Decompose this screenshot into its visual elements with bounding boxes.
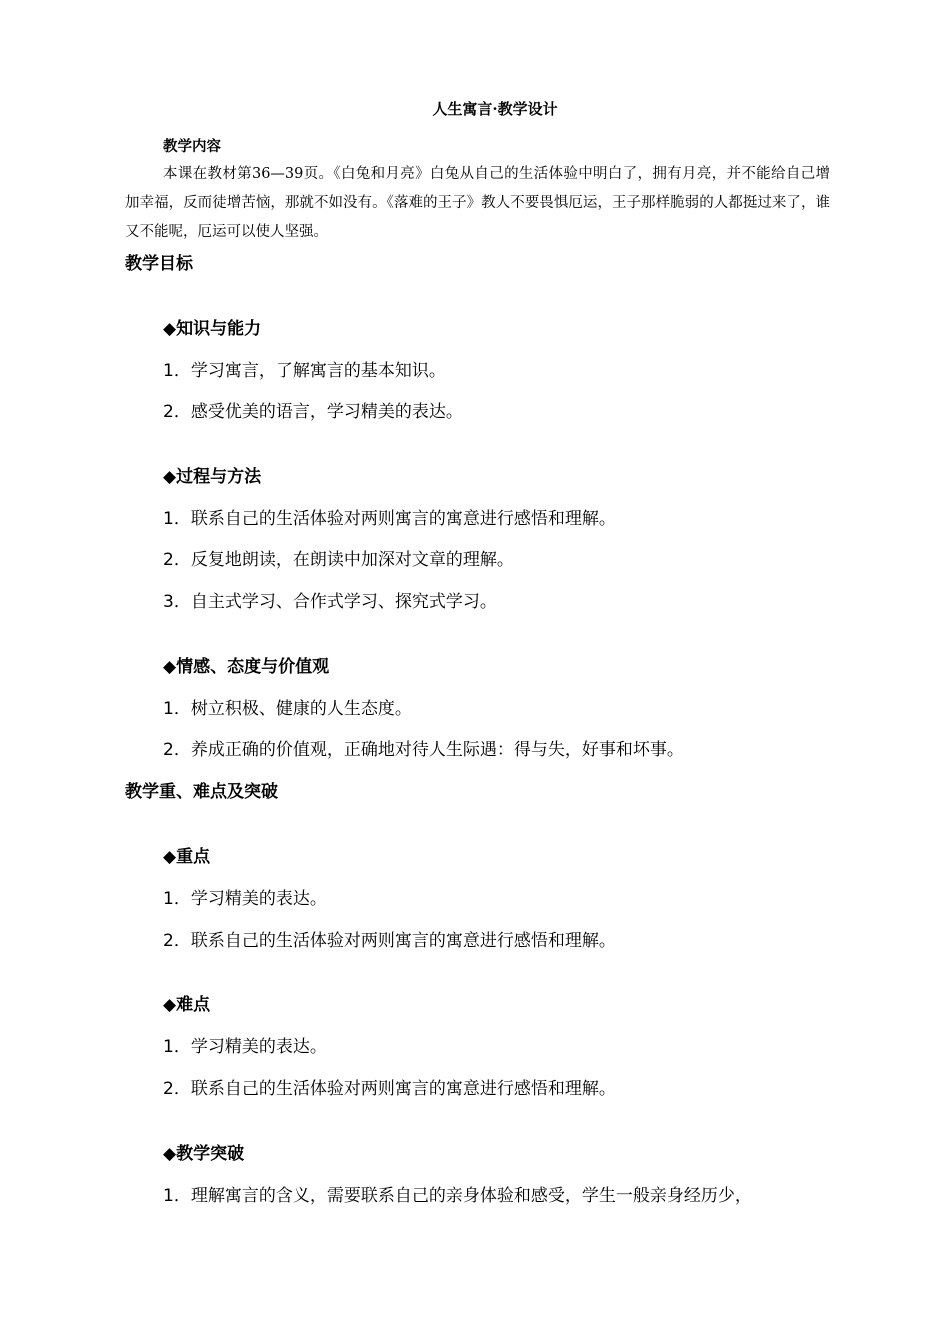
focus-heading: ◆重点 <box>163 847 211 867</box>
knowledge-item-1: 1．学习寓言，了解寓言的基本知识。 <box>163 361 446 381</box>
emotion-heading: ◆情感、态度与价值观 <box>163 657 330 677</box>
process-item-3: 3．自主式学习、合作式学习、探究式学习。 <box>163 592 497 612</box>
difficulty-item-1: 1．学习精美的表达。 <box>163 1037 327 1057</box>
page-title: 人生寓言·教学设计 <box>432 100 558 118</box>
emotion-item-1: 1．树立积极、健康的人生态度。 <box>163 699 412 719</box>
breakthrough-item-1: 1．理解寓言的含义，需要联系自己的亲身体验和感受，学生一般亲身经历少， <box>163 1186 752 1206</box>
emotion-item-2: 2．养成正确的价值观，正确地对待人生际遇：得与失，好事和坏事。 <box>163 740 684 760</box>
intro-paragraph: 本课在教材第36—39页。《白兔和月亮》白兔从自己的生活体验中明白了，拥有月亮，并不能给自己增加幸福，反而徒增苦恼，那就不如没有。《落难的王子》教人不要畏惧厄运，王子那样脆弱的人都挺过来了，谁又不能呢，厄运可以使人坚强。 <box>125 166 830 240</box>
knowledge-item-2: 2．感受优美的语言，学习精美的表达。 <box>163 402 463 422</box>
difficulty-heading: ◆难点 <box>163 995 211 1015</box>
content-label: 教学内容 <box>163 138 221 155</box>
process-item-1: 1．联系自己的生活体验对两则寓言的寓意进行感悟和理解。 <box>163 509 616 529</box>
key-points-heading: 教学重、难点及突破 <box>125 782 278 802</box>
focus-item-1: 1．学习精美的表达。 <box>163 889 327 909</box>
knowledge-heading: ◆知识与能力 <box>163 319 262 339</box>
goals-heading: 教学目标 <box>125 254 193 274</box>
difficulty-item-2: 2．联系自己的生活体验对两则寓言的寓意进行感悟和理解。 <box>163 1079 616 1099</box>
focus-item-2: 2．联系自己的生活体验对两则寓言的寓意进行感悟和理解。 <box>163 931 616 951</box>
breakthrough-heading: ◆教学突破 <box>163 1144 245 1164</box>
process-item-2: 2．反复地朗读，在朗读中加深对文章的理解。 <box>163 550 514 570</box>
process-heading: ◆过程与方法 <box>163 467 262 487</box>
